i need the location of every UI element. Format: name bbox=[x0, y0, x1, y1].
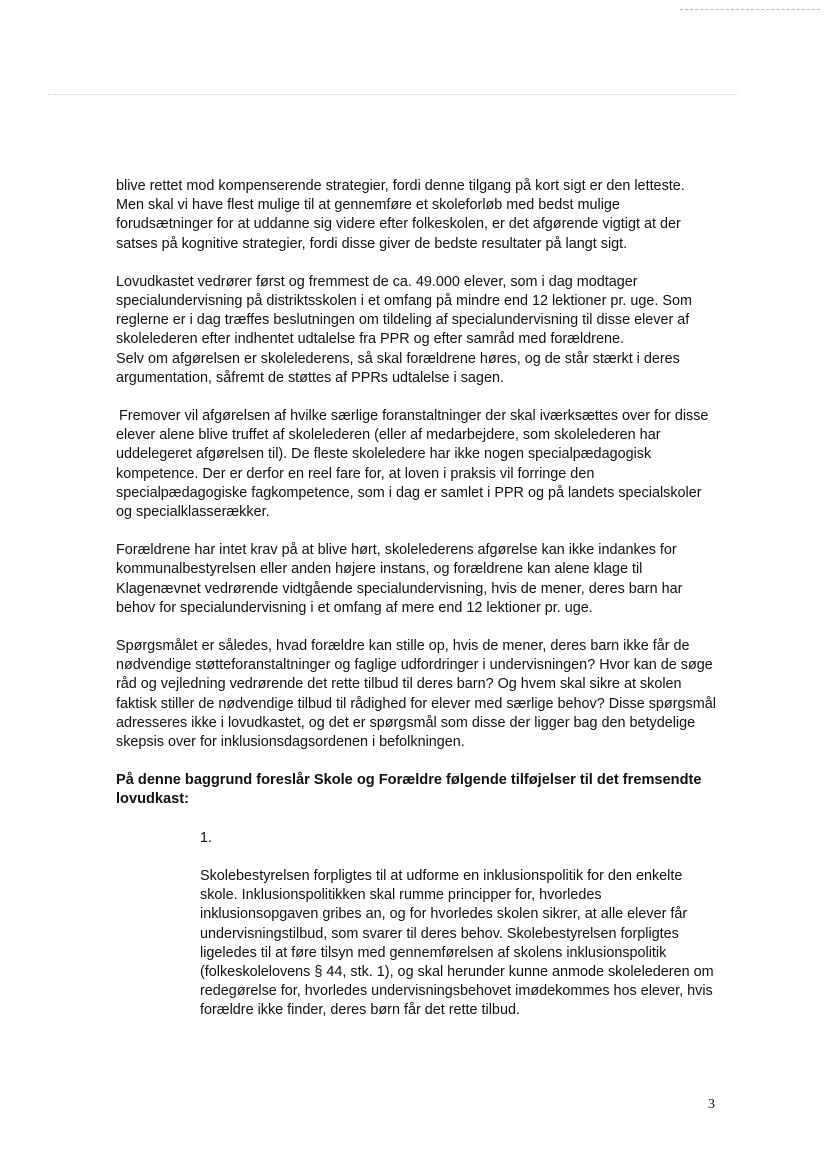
paragraph-5: Forældrene har intet krav på at blive hørt, skolelederens afgørelse kan ikke indankes for kommunalbestyrelsen eller anden højere instans, og forældrene kan alene klage til Klagenævnet vedrørende vidtgående specialundervisning, hvis de mener, deres barn har behov for specialundervisning i et omfang af mere end 12 lektioner pr. uge. bbox=[116, 542, 683, 616]
paragraph-4: Fremover vil afgørelsen af hvilke særlige foranstaltninger der skal iværksættes over for disse elever alene blive truffet af skolelederen (eller af medarbejdere, som skolelederen har uddelegeret afgørelsen til). De fleste skoleledere har ikke nogen specialpædagogisk kompetence. Der er derfor en reel fare for, at loven i praksis vil forringe den specialpædagogiske fagkompetence, som i dag er samlet i PPR og på landets specialskoler og specialklasserækker. bbox=[116, 408, 709, 521]
paragraph-2: Lovudkastet vedrører først og fremmest de ca. 49.000 elever, som i dag modtager specialundervisning på distriktsskolen i et omfang på mindre end 12 lektioner pr. uge. Som reglerne er i dag træffes beslutningen om tildeling af specialundervisning til disse elever af skolelederen efter indhentet udtalelse fra PPR og efter samråd med forældrene. bbox=[116, 273, 692, 348]
proposal-list-item bbox=[200, 829, 720, 1021]
scan-artifact-line bbox=[680, 9, 820, 11]
page-number: 3 bbox=[708, 1097, 715, 1112]
paragraph-3: Selv om afgørelsen er skolelederens, så skal forældrene høres, og de står stærkt i deres argumentation, såfremt de støttes af PPRs udtalelse i sagen. bbox=[116, 350, 680, 386]
list-item-number: 1. bbox=[200, 829, 213, 846]
paragraph-1: blive rettet mod kompenserende strategier, fordi denne tilgang på kort sigt er den letteste. Men skal vi have flest mulige til at gennemføre et skoleforløb med bedst mulige forudsætninger for at uddanne sig videre efter folkeskolen, er det afgørende vigtigt at der satses på kognitive strategier, fordi disse giver de bedste resultater på langt sigt. bbox=[116, 178, 685, 252]
proposal-heading: På denne baggrund foreslår Skole og Forældre følgende tilføjelser til det fremsendte lovudkast: bbox=[116, 772, 702, 808]
scan-artifact-dots bbox=[48, 94, 738, 96]
document-body bbox=[116, 177, 716, 1040]
paragraph-6: Spørgsmålet er således, hvad forældre kan stille op, hvis de mener, deres barn ikke får de nødvendige støtteforanstaltninger og faglige udfordringer i undervisningen? Hvor kan de søge råd og vejledning vedrørende det rette tilbud til deres barn? Og hvem skal sikre at skolen faktisk stiller de nødvendige tilbud til rådighed for elever med særlige behov? Disse spørgsmål adresseres ikke i lovudkastet, og det er spørgsmål som disse der ligger bag den betydelige skepsis over for inklusionsdagsordenen i befolkningen. bbox=[116, 638, 716, 751]
list-item-text: Skolebestyrelsen forpligtes til at udforme en inklusionspolitik for den enkelte skole. Inklusionspolitikken skal rumme principper for, hvorledes inklusionsopgaven gribes an, og for hvorledes skolen sikrer, at alle elever får undervisningstilbud, som svarer til deres behov. Skolebestyrelsen forpligtes ligeledes til at føre tilsyn med gennemførelsen af skolens inklusionspolitik (folkeskolelovens § 44, stk. 1), og skal herunder kunne anmode skolelederen om redegørelse for, hvorledes undervisningsbehovet imødekommes hos elever, hvis forældre ikke finder, deres børn får det rette tilbud. bbox=[200, 867, 714, 1019]
